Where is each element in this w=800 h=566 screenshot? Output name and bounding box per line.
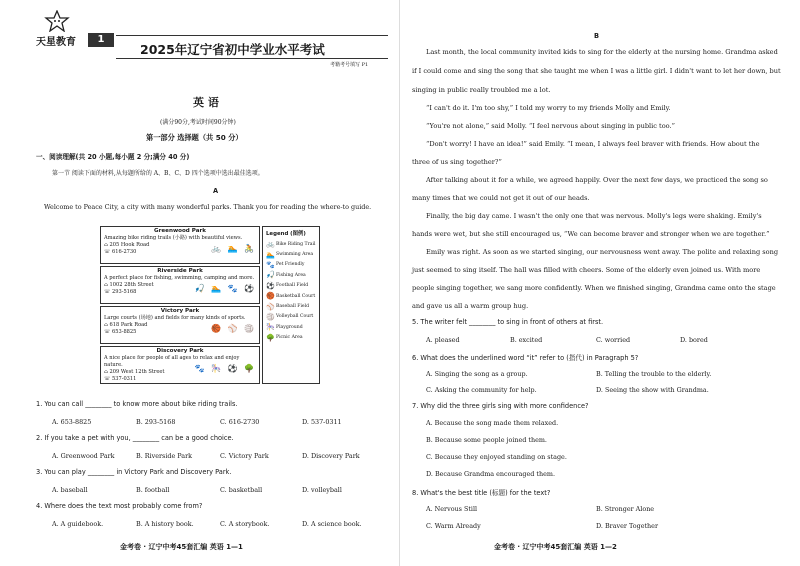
park-name: Greenwood Park: [154, 228, 206, 234]
question-stem: 5. The writer felt ________ to sing in front of others at first.: [412, 318, 604, 326]
part1-title: 第一部分 选择题（共 50 分）: [146, 133, 243, 142]
question-option[interactable]: D. 537-0311: [302, 418, 342, 426]
park-name: Riverside Park: [157, 268, 203, 274]
question-option[interactable]: A. Greenwood Park: [52, 452, 115, 460]
left-footer: 金考卷 · 辽宁中考45套汇编 英语 1—1: [120, 543, 243, 551]
picnic-icon: 🌳: [266, 333, 275, 342]
question-stem: 2. If you take a pet with you, ________ can be a good choice.: [36, 434, 234, 442]
park-address: ⌂ 1002 28th Street: [104, 282, 154, 288]
question-option[interactable]: C. Warm Already: [426, 522, 481, 530]
question-option[interactable]: A. pleased: [426, 336, 460, 344]
legend-item: 🌳 Picnic Area: [266, 333, 303, 342]
basketball-icon: 🏀: [266, 292, 275, 301]
park-phone: ☏ 616-2730: [104, 249, 137, 255]
legend-item: 🏀 Basketball Court: [266, 292, 316, 301]
passage-b-label: B: [594, 32, 600, 40]
question-option[interactable]: D. Because Grandma encouraged them.: [426, 470, 555, 478]
question-option[interactable]: A. baseball: [52, 486, 88, 494]
question-stem: 6. What does the underlined word “it” refer to (指代) in Paragraph 5?: [412, 354, 639, 362]
legend-item: 🎠 Playground: [266, 323, 303, 332]
passage-line: “You're not alone,” said Molly. “I feel nervous about singing in public too.”: [426, 122, 675, 130]
legend-item: 🚲 Bike Riding Trail: [266, 240, 316, 249]
question-option[interactable]: B. Riverside Park: [136, 452, 193, 460]
question-option[interactable]: A. Nervous Still: [426, 505, 478, 513]
star-logo-icon: [44, 10, 70, 32]
park-facility-icons: 🎣 🏊 🐾 ⚽: [194, 284, 256, 293]
passage-line: Last month, the local community invited kids to sing for the elderly at the nursing home. Grandma asked: [426, 48, 778, 56]
passage-line: just seemed to sing itself. The hall was filled with cheers. Some of the elderly even joined us. With more: [412, 266, 761, 274]
question-option[interactable]: C. Victory Park: [220, 452, 269, 460]
park-name: Victory Park: [160, 308, 200, 314]
passage-line: hands were wet, but she still encouraged us, “We can become braver and stronger when we are together.”: [412, 230, 770, 238]
paw-icon: 🐾: [266, 260, 275, 269]
right-footer: 金考卷 · 辽宁中考45套汇编 英语 1—2: [494, 543, 617, 551]
exam-title: 2025年辽宁省初中学业水平考试: [140, 42, 325, 57]
question-stem: 8. What's the best title (标题) for the text?: [412, 489, 551, 497]
park-phone: ☏ 537-0311: [104, 376, 137, 382]
question-option[interactable]: A. 653-8825: [52, 418, 92, 426]
question-option[interactable]: B. A history book.: [136, 520, 194, 528]
park-facility-icons: 🐾 🎠 ⚽ 🌳: [194, 364, 256, 373]
park-description: A nice place for people of all ages to relax and enjoy nature.: [104, 355, 240, 368]
question-option[interactable]: C. A storybook.: [220, 520, 270, 528]
exam-info: (满分90分,考试时间90分钟): [160, 119, 236, 126]
section1-heading: 一、阅读理解(共 20 小题,每小题 2 分;满分 40 分): [36, 153, 190, 161]
question-stem: 7. Why did the three girls sing with more confidence?: [412, 402, 589, 410]
question-option[interactable]: A. Singing the song as a group.: [426, 370, 528, 378]
question-option[interactable]: D. Discovery Park: [302, 452, 360, 460]
volleyball-icon: 🏐: [266, 312, 275, 321]
passage-line: if I could come and sing the song that she taught me when I was a little girl. I didn't want to let her down, but: [412, 67, 781, 75]
legend-item: ⚽ Football Field: [266, 281, 309, 290]
passage-a-intro: Welcome to Peace City, a city with many wonderful parks. Thank you for reading the where-to guide.: [44, 203, 372, 211]
passage-line: many times that we could not get it out of our heads.: [412, 194, 590, 202]
question-option[interactable]: C. worried: [596, 336, 631, 344]
question-option[interactable]: D. A science book.: [302, 520, 362, 528]
park-description: A perfect place for fishing, swimming, camping and more.: [104, 275, 255, 281]
header-rule: [116, 35, 388, 36]
park-description: Amazing bike riding trails (小路) with beautiful views.: [104, 235, 243, 241]
park-address: ⌂ 618 Park Road: [104, 322, 148, 328]
question-option[interactable]: D. bored: [680, 336, 708, 344]
football-icon: ⚽: [266, 281, 275, 290]
question-option[interactable]: B. excited: [510, 336, 543, 344]
park-name: Discovery Park: [156, 348, 204, 354]
question-option[interactable]: C. 616-2730: [220, 418, 260, 426]
legend-item: 🏐 Volleyball Court: [266, 312, 314, 321]
question-option[interactable]: D. volleyball: [302, 486, 342, 494]
park-card-greenwood: [100, 226, 260, 264]
header-rule-bottom: [116, 58, 388, 59]
playground-icon: 🎠: [266, 323, 275, 332]
passage-a-label: A: [213, 187, 219, 195]
park-facility-icons: 🚲 🏊 🚴: [211, 244, 256, 253]
question-stem: 4. Where does the text most probably come from?: [36, 502, 203, 510]
passage-line: After talking about it for a while, we agreed happily. Over the next few days, we practiced the song so: [426, 176, 768, 184]
park-card-discovery: [100, 346, 260, 384]
question-stem: 1. You can call ________ to know more about bike riding trails.: [36, 400, 238, 408]
park-phone: ☏ 293-5168: [104, 289, 137, 295]
legend-box: [262, 226, 320, 384]
question-option[interactable]: B. Stronger Alone: [596, 505, 655, 513]
small-note: 考籍考号填写 P1: [330, 62, 369, 68]
question-option[interactable]: D. Braver Together: [596, 522, 659, 530]
question-option[interactable]: C. Because they enjoyed standing on stage.: [426, 453, 567, 461]
baseball-icon: ⚾: [266, 302, 275, 311]
park-phone: ☏ 653-8825: [104, 329, 137, 335]
legend-item: 🐾 Pet Friendly: [266, 260, 305, 269]
legend-title: Legend (图例): [266, 231, 306, 237]
question-option[interactable]: B. 293-5168: [136, 418, 176, 426]
fishing-icon: 🎣: [266, 271, 275, 280]
question-stem: 3. You can play ________ in Victory Park and Discovery Park.: [36, 468, 232, 476]
brand-name: 天星教育: [36, 37, 76, 48]
subject-title: 英 语: [193, 96, 219, 109]
question-option[interactable]: D. Seeing the show with Grandma.: [596, 386, 709, 394]
passage-line: Finally, the big day came. I wasn't the only one that was nervous. Molly's legs were shaking. Emily's: [426, 212, 762, 220]
park-facility-icons: 🏀 ⚾ 🏐: [211, 324, 256, 333]
passage-line: people singing together, we sang more confidently. When we finished singing, Grandma came onto the stage: [412, 284, 776, 292]
park-card-riverside: [100, 266, 260, 304]
question-option[interactable]: A. A guidebook.: [52, 520, 104, 528]
passage-line: and gave us all a warm group hug.: [412, 302, 529, 310]
passage-line: “Don't worry! I have an idea!” said Emily. “I mean, I always feel braver with friends. How about the: [426, 140, 760, 148]
park-address: ⌂ 205 Hook Road: [104, 242, 150, 248]
legend-item: 🏊 Swimming Area: [266, 250, 314, 259]
section1-instruction: 第一节 阅读下面的材料,从每题所给的 A、B、C、D 四个选项中选出最佳选项。: [52, 170, 264, 177]
passage-line: “I can't do it. I'm too shy,” I told my worry to my friends Molly and Emily.: [426, 104, 671, 112]
passage-line: Emily was right. As soon as we started singing, our nervousness went away. The polite and relaxing song: [426, 248, 779, 256]
page-badge: 1: [88, 33, 114, 47]
question-option[interactable]: B. Telling the trouble to the elderly.: [596, 370, 712, 378]
question-option[interactable]: B. football: [136, 486, 170, 494]
park-description: Large courts (场地) and fields for many kinds of sports.: [104, 315, 246, 321]
passage-line: three of us sing together?”: [412, 158, 502, 166]
legend-item: ⚾ Baseball Field: [266, 302, 310, 311]
question-option[interactable]: C. Asking the community for help.: [426, 386, 537, 394]
bike-icon: 🚲: [266, 240, 275, 249]
question-option[interactable]: C. basketball: [220, 486, 263, 494]
legend-item: 🎣 Fishing Area: [266, 271, 306, 280]
park-card-victory: [100, 306, 260, 344]
question-option[interactable]: A. Because the song made them relaxed.: [426, 419, 559, 427]
swimming-icon: 🏊: [266, 250, 275, 259]
question-option[interactable]: B. Because some people joined them.: [426, 436, 547, 444]
park-address: ⌂ 209 West 12th Street: [104, 369, 165, 375]
passage-line: singing in public really troubled me a lot.: [412, 86, 551, 94]
